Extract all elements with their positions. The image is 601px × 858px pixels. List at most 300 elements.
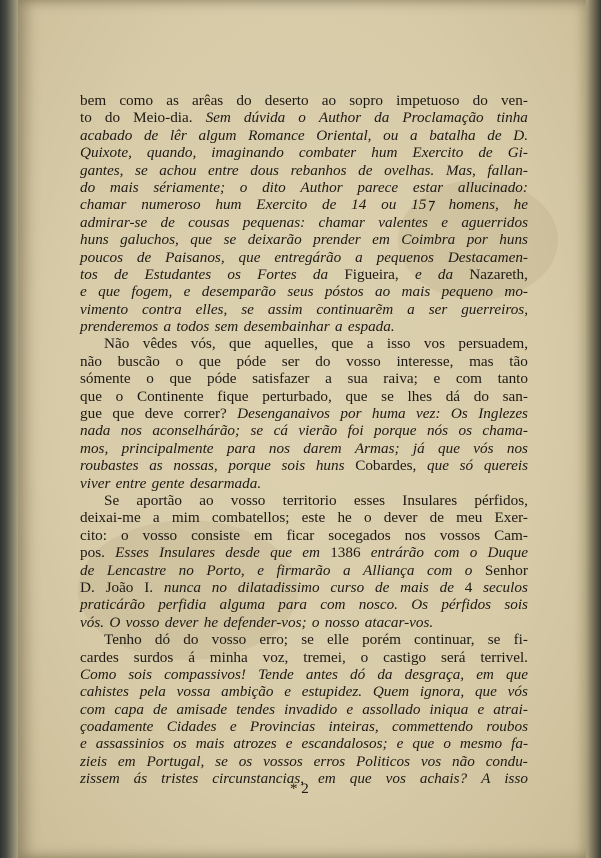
word: se [381, 387, 394, 405]
word: com [434, 544, 460, 562]
word: vimento [80, 300, 129, 318]
word: ás [133, 770, 148, 788]
text-line [80, 196, 528, 213]
word: tinha [496, 109, 528, 127]
word: achou [159, 161, 197, 179]
word: surdos [133, 648, 174, 666]
word: João [105, 578, 134, 596]
word: praticárão [80, 596, 145, 614]
word: I. [144, 578, 154, 596]
word: do [183, 631, 199, 649]
word: alguma [219, 596, 266, 614]
word: admirar-se [80, 213, 148, 231]
word: Não [104, 335, 130, 353]
word: tremei, [303, 648, 346, 666]
text-line [80, 614, 528, 631]
word: capa [114, 700, 144, 718]
word: desembainhar [243, 318, 330, 336]
word: ven- [500, 92, 528, 109]
word: D. [80, 578, 95, 596]
word: A [481, 770, 491, 788]
word: nada [80, 422, 111, 440]
word: interesse, [396, 352, 454, 370]
text-line [80, 649, 528, 666]
word: mesmo [459, 735, 503, 753]
word: ambição [221, 683, 274, 701]
word: para [278, 596, 307, 614]
word: desde [225, 544, 260, 562]
word: Sem [205, 109, 231, 127]
word: Cobardes, [355, 457, 417, 475]
word: e [285, 735, 293, 753]
word: circunstancias, [212, 770, 305, 788]
word: valentes [378, 213, 428, 231]
word: com [455, 370, 482, 388]
word: minha [209, 648, 248, 666]
word: nosco. [358, 596, 398, 614]
word: cahistes [80, 683, 129, 701]
word: deserto [264, 92, 309, 109]
word: da [377, 665, 393, 683]
word: tanto [497, 370, 528, 388]
word: no [211, 578, 227, 596]
word: assassinios [95, 735, 165, 753]
word: castigo [383, 648, 427, 666]
word: o [175, 352, 184, 370]
word: ovelhas. [384, 161, 435, 179]
text-line [80, 162, 528, 179]
word: dó [154, 631, 171, 649]
word: da [437, 265, 454, 283]
word: em [372, 231, 390, 249]
word: e [284, 683, 291, 701]
word: Gi- [507, 144, 528, 162]
word: desarmada. [189, 474, 262, 492]
word: e [433, 370, 441, 388]
word: mais [401, 283, 431, 301]
word: porque [228, 457, 271, 475]
word: fogem, [131, 283, 173, 301]
word: elle [327, 631, 349, 649]
word: nos [404, 526, 426, 544]
word: dever [164, 613, 199, 631]
word: do [104, 109, 121, 127]
word: se [487, 631, 501, 649]
word: o [469, 544, 478, 562]
word: Lencastre [106, 561, 167, 579]
word: 4 [464, 578, 473, 596]
text-line [80, 405, 528, 422]
word: sopro [349, 92, 383, 109]
word: todos [176, 318, 210, 336]
word: de [478, 144, 493, 162]
word: seus [287, 283, 314, 301]
word: perturbado, [262, 387, 332, 405]
word: persuadem, [458, 335, 528, 353]
word: e [80, 283, 87, 301]
word: Coimbra [401, 231, 456, 249]
word: raiva; [383, 370, 418, 388]
text-line [80, 457, 528, 474]
word: nos [506, 439, 528, 457]
word: ignora, [419, 683, 465, 701]
word: que [345, 387, 368, 405]
word: vós, [190, 335, 216, 353]
word: vós. [80, 613, 105, 631]
text-line [80, 475, 528, 492]
word: Tenho [104, 631, 142, 649]
text-line [80, 92, 528, 109]
word: combatellos; [211, 509, 290, 527]
word: entregárão [274, 248, 342, 266]
word: de [143, 126, 159, 144]
word: satisfazer [252, 370, 310, 388]
word: hum [215, 196, 242, 214]
document-body [80, 92, 528, 788]
word: pos. [80, 544, 105, 562]
word: continuar, [414, 631, 475, 649]
word: o [298, 109, 306, 127]
word: chamar [318, 213, 365, 231]
text-line [80, 735, 528, 752]
word: que [98, 283, 121, 301]
text-line [80, 144, 528, 161]
word: a [407, 300, 415, 318]
text-line [80, 249, 528, 266]
word: nos [120, 422, 142, 440]
text-line [80, 596, 528, 613]
word: os [173, 735, 187, 753]
word: vierão [298, 422, 338, 440]
word: Exercito [256, 196, 308, 214]
word: foi [347, 422, 364, 440]
word: aconselhárão; [152, 422, 241, 440]
word: fique [217, 387, 249, 405]
word: a [152, 509, 160, 527]
word: Armas; [354, 439, 400, 457]
word: e [414, 265, 422, 283]
word: em [253, 526, 273, 544]
word: deixai-me [80, 509, 141, 527]
word: de [321, 196, 337, 214]
word: não [80, 352, 102, 370]
word: que [331, 335, 354, 353]
word: san- [502, 387, 528, 405]
word: gue [80, 405, 102, 423]
word: roubos [486, 718, 528, 736]
word: em [318, 770, 336, 788]
text-line [80, 231, 528, 248]
text-line [80, 683, 528, 700]
word: que [270, 544, 293, 562]
word: desgraça, [404, 665, 465, 683]
word: darem [303, 439, 342, 457]
text-line [80, 527, 528, 544]
word: vos [385, 770, 406, 788]
word: sómente [80, 370, 131, 388]
word: Quixote, [80, 144, 132, 162]
word: isso [504, 770, 528, 788]
word: escandalosos; [301, 735, 388, 753]
word: as [166, 92, 179, 109]
word: tos [80, 265, 98, 283]
word: o [363, 509, 372, 527]
word: a [409, 126, 418, 144]
word: o [464, 561, 473, 579]
word: do [80, 178, 96, 196]
word: gente [151, 474, 185, 492]
word: socegados [328, 526, 391, 544]
word: homens, [448, 196, 499, 214]
word: huns [499, 231, 528, 249]
word: com [80, 700, 106, 718]
word: dito [262, 178, 286, 196]
word: Duque [487, 544, 528, 562]
word: mais [109, 178, 139, 196]
word: erro; [259, 631, 289, 649]
word: de [429, 509, 444, 527]
word: pequenas: [242, 213, 306, 231]
word: Desenganaivos [237, 405, 330, 423]
word: tão [509, 352, 528, 370]
word: em [476, 665, 494, 683]
word: desemparão [201, 283, 276, 301]
word: ficar [286, 526, 315, 544]
word: numeroso [141, 196, 201, 214]
word: achais? [419, 770, 468, 788]
word: Figueira, [344, 265, 399, 283]
word: amisade [176, 700, 228, 718]
word: os [238, 752, 253, 770]
word: Proclamação [402, 109, 484, 127]
text-line [80, 562, 528, 579]
word: prenderemos [80, 318, 159, 336]
text-line [80, 509, 528, 526]
word: se [250, 422, 264, 440]
word: Insulares [159, 544, 216, 562]
word: nosso [324, 613, 360, 631]
word: do [315, 352, 331, 370]
word: 15⁊ [411, 196, 434, 214]
text-line [80, 579, 528, 596]
word: e [346, 700, 354, 718]
word: de [113, 265, 129, 283]
word: este [301, 509, 326, 527]
word: só [459, 457, 474, 475]
word: terrivel. [480, 648, 528, 666]
word: mim [171, 509, 200, 527]
word: que [427, 457, 449, 475]
word: a [325, 370, 332, 388]
word: mas [469, 352, 494, 370]
text-line [80, 701, 528, 718]
word: zissem [80, 770, 120, 788]
word: sois [281, 457, 306, 475]
word: estupidez. [301, 683, 363, 701]
word: inteiras, [328, 718, 379, 736]
word: invadido [284, 700, 338, 718]
word: buscão [117, 352, 160, 370]
word: cardes [80, 648, 119, 666]
word: meu [456, 509, 483, 527]
word: vosso [230, 491, 266, 509]
word: ao [321, 92, 337, 109]
word: como [119, 92, 154, 109]
word: curso [330, 578, 365, 596]
word: ou [383, 126, 399, 144]
word: de [80, 561, 95, 579]
word: huns [315, 457, 345, 475]
text-line [80, 179, 528, 196]
word: de [160, 213, 175, 231]
word: mais [400, 578, 429, 596]
word: porém [362, 631, 401, 649]
word: roubastes [80, 457, 139, 475]
word: tendes [236, 700, 275, 718]
word: Romance [248, 126, 305, 144]
word: batalha [429, 126, 476, 144]
word: por [340, 405, 362, 423]
word: assim [267, 300, 303, 318]
word: nos [268, 439, 290, 457]
word: Os [411, 596, 429, 614]
word: que [506, 665, 528, 683]
word: chamar [80, 196, 127, 214]
word: Destacamen- [447, 248, 528, 266]
word: vêdes [142, 335, 178, 353]
word: o [120, 526, 129, 544]
word: a [342, 561, 351, 579]
text-line [80, 388, 528, 405]
word: vos [423, 335, 445, 353]
word: que [238, 248, 261, 266]
word: de [358, 161, 373, 179]
word: o [360, 648, 369, 666]
word: do [236, 92, 252, 109]
word: Paisanos, [165, 248, 225, 266]
word: Estudantes [144, 265, 212, 283]
word: que [169, 370, 192, 388]
word: ser [281, 352, 300, 370]
word: e [80, 735, 87, 753]
word: erros [313, 752, 346, 770]
word: huns [80, 231, 109, 249]
word: Quem [372, 683, 410, 701]
word: vossos [263, 752, 303, 770]
word: Tende [258, 665, 294, 683]
text-line [80, 127, 528, 144]
word: mos, [80, 439, 109, 457]
word: se [135, 161, 148, 179]
word: que [190, 231, 213, 249]
word: ser [428, 300, 448, 318]
word: aportão [136, 491, 182, 509]
word: Meio-dia. [133, 109, 193, 127]
text-line [80, 370, 528, 387]
word: que [349, 770, 372, 788]
word: quando, [146, 144, 197, 162]
word: de [487, 126, 502, 144]
word: aquelles, [264, 335, 318, 353]
word: por [466, 231, 488, 249]
word: ao [199, 491, 214, 509]
word: impetuoso [396, 92, 460, 109]
word: defender-vos; [223, 613, 307, 631]
text-line [80, 440, 528, 457]
word: Cam- [494, 526, 528, 544]
word: o [146, 370, 154, 388]
text-line [80, 631, 528, 648]
word: da [312, 265, 329, 283]
text-line [80, 214, 528, 231]
word: principalmente [121, 439, 214, 457]
word: compassivos! [164, 665, 246, 683]
word: e [257, 561, 264, 579]
text-line [80, 109, 528, 126]
word: lêr [169, 126, 187, 144]
word: que [412, 735, 435, 753]
word: sériamente; [153, 178, 226, 196]
word: sois [504, 596, 528, 614]
word: póstos [324, 283, 364, 301]
word: fallan- [487, 161, 528, 179]
word: que [198, 352, 221, 370]
word: em [117, 752, 136, 770]
word: do [472, 92, 488, 109]
word: esses [353, 491, 386, 509]
word: vosso [346, 352, 381, 370]
word: correr? [183, 405, 227, 423]
word: zieis [80, 752, 108, 770]
word: com [320, 596, 346, 614]
word: para [226, 439, 256, 457]
word: condu- [485, 752, 528, 770]
word: de [374, 578, 390, 596]
word: o [115, 387, 124, 405]
word: firmarão [276, 561, 331, 579]
word: dous [250, 161, 279, 179]
word: allucinado: [457, 178, 528, 196]
word: arêas [192, 92, 224, 109]
word: pequenos [376, 248, 434, 266]
text-line [80, 283, 528, 300]
word: he [337, 509, 352, 527]
word: Author [300, 178, 343, 196]
word: de [136, 248, 152, 266]
word: Porto, [206, 561, 245, 579]
word: que [438, 439, 460, 457]
text-line [80, 422, 528, 439]
word: çoadamente [80, 718, 154, 736]
word: combater [298, 144, 357, 162]
text-line [80, 335, 528, 352]
word: sem [214, 318, 239, 336]
word: pérfidos, [474, 491, 528, 509]
word: atacar-vos. [364, 613, 434, 631]
word: Insulares [402, 491, 458, 509]
word: fa- [511, 735, 528, 753]
word: Alliança [363, 561, 415, 579]
word: 1386 [330, 544, 361, 562]
word: ao [375, 283, 391, 301]
word: dever [383, 509, 418, 527]
word: atrozes [233, 735, 277, 753]
word: nossas, [173, 457, 218, 475]
word: O [109, 613, 121, 631]
word: cousas [188, 213, 230, 231]
word: atrai- [493, 700, 528, 718]
word: será [441, 648, 466, 666]
